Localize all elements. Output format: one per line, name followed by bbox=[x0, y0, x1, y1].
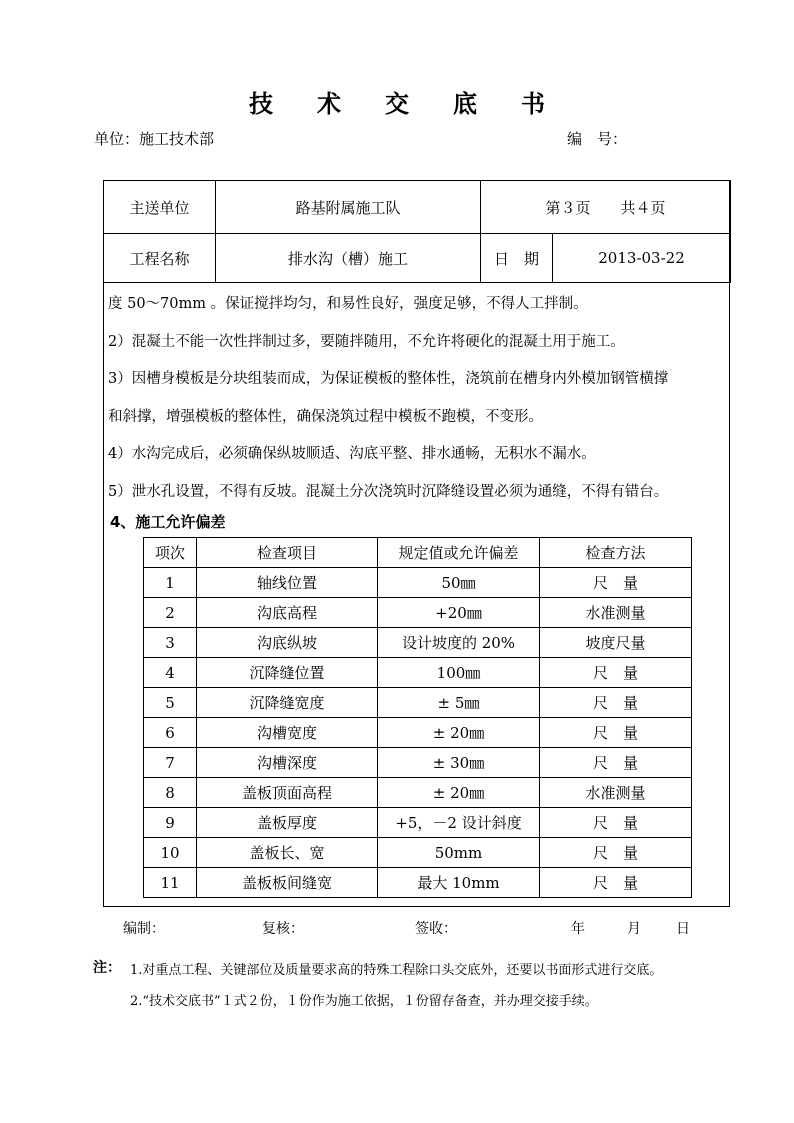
table-cell: ± 20㎜ bbox=[378, 778, 540, 808]
note-line-2: 2.“技术交底书”１式２份，１份作为施工依据，１份留存备查，并办理交接手续。 bbox=[130, 994, 598, 1009]
table-cell: ± 30㎜ bbox=[378, 748, 540, 778]
table-cell: 最大 10mm bbox=[378, 868, 540, 898]
table-cell: 沟底高程 bbox=[197, 598, 378, 628]
title-char: 技 bbox=[249, 89, 295, 118]
table-row bbox=[144, 868, 692, 898]
table-cell: 盖板厚度 bbox=[197, 808, 378, 838]
table-cell: 盖板长、宽 bbox=[197, 838, 378, 868]
table-row bbox=[144, 628, 692, 658]
table-cell: 6 bbox=[144, 718, 197, 748]
table-cell: 尺 量 bbox=[540, 868, 692, 898]
title-char: 术 bbox=[317, 89, 363, 118]
table-row bbox=[144, 808, 692, 838]
year-label: 年 bbox=[571, 921, 585, 937]
received-label: 签收： bbox=[415, 921, 457, 937]
document-title bbox=[0, 84, 794, 119]
header-row-sender bbox=[104, 181, 731, 234]
section-heading: 4、施工允许偏差 bbox=[110, 513, 226, 531]
paragraph: 3）因槽身模板是分块组装而成，为保证模板的整体性，浇筑前在槽身内外模加钢管横撑 bbox=[108, 371, 669, 387]
page-info: 第３页 共４页 bbox=[481, 181, 731, 234]
note-line-1: 1.对重点工程、关键部位及质量要求高的特殊工程除口头交底外，还要以书面形式进行交底。 bbox=[130, 963, 663, 978]
table-cell: 尺 量 bbox=[540, 838, 692, 868]
table-cell: 5 bbox=[144, 688, 197, 718]
table-cell: 坡度尺量 bbox=[540, 628, 692, 658]
table-cell: 50mm bbox=[378, 838, 540, 868]
table-cell: 沟槽宽度 bbox=[197, 718, 378, 748]
column-header: 规定值或允许偏差 bbox=[378, 538, 540, 568]
table-cell: 沉降缝位置 bbox=[197, 658, 378, 688]
table-cell: 尺 量 bbox=[540, 658, 692, 688]
sender-label: 主送单位 bbox=[104, 181, 216, 234]
day-label: 日 bbox=[676, 921, 690, 937]
table-cell: +5，－2 设计斜度 bbox=[378, 808, 540, 838]
table-cell: 4 bbox=[144, 658, 197, 688]
table-cell: 沟底纵坡 bbox=[197, 628, 378, 658]
paragraph: 4）水沟完成后，必须确保纵坡顺适、沟底平整、排水通畅，无积水不漏水。 bbox=[108, 446, 596, 462]
header-row-project bbox=[104, 234, 731, 283]
table-cell: +20㎜ bbox=[378, 598, 540, 628]
paragraph: 5）泄水孔设置，不得有反坡。混凝土分次浇筑时沉降缝设置必须为通缝，不得有错台。 bbox=[108, 483, 669, 500]
table-cell: 轴线位置 bbox=[197, 568, 378, 598]
table-cell: 2 bbox=[144, 598, 197, 628]
table-cell: 50㎜ bbox=[378, 568, 540, 598]
table-row bbox=[144, 718, 692, 748]
paragraph: 2）混凝土不能一次性拌制过多，要随拌随用，不允许将硬化的混凝土用于施工。 bbox=[108, 333, 625, 350]
table-row bbox=[144, 658, 692, 688]
table-cell: 沟槽深度 bbox=[197, 748, 378, 778]
date-label: 日 期 bbox=[481, 234, 553, 283]
paragraph: 和斜撑，增强模板的整体性，确保浇筑过程中模板不跑模，不变形。 bbox=[108, 408, 543, 425]
table-cell: 沉降缝宽度 bbox=[197, 688, 378, 718]
deviation-table bbox=[143, 537, 692, 898]
project-label: 工程名称 bbox=[104, 234, 216, 283]
table-cell: 尺 量 bbox=[540, 748, 692, 778]
table-cell: 设计坡度的 20% bbox=[378, 628, 540, 658]
date-value: 2013-03-22 bbox=[553, 234, 731, 283]
reviewed-label: 复核： bbox=[262, 921, 304, 937]
table-cell: ± 20㎜ bbox=[378, 718, 540, 748]
table-header-row bbox=[144, 538, 692, 568]
table-cell: 盖板板间缝宽 bbox=[197, 868, 378, 898]
table-row bbox=[144, 568, 692, 598]
table-row bbox=[144, 688, 692, 718]
table-cell: 3 bbox=[144, 628, 197, 658]
title-char: 底 bbox=[453, 89, 499, 118]
body-text bbox=[108, 286, 728, 511]
header-table bbox=[103, 180, 731, 283]
unit-line: 单位：施工技术部 bbox=[94, 130, 215, 148]
table-cell: 7 bbox=[144, 748, 197, 778]
table-cell: 10 bbox=[144, 838, 197, 868]
table-cell: 尺 量 bbox=[540, 718, 692, 748]
table-cell: 水准测量 bbox=[540, 598, 692, 628]
table-row bbox=[144, 778, 692, 808]
table-cell: ± 5㎜ bbox=[378, 688, 540, 718]
month-label: 月 bbox=[627, 921, 641, 937]
table-cell: 尺 量 bbox=[540, 568, 692, 598]
table-cell: 尺 量 bbox=[540, 688, 692, 718]
table-row bbox=[144, 838, 692, 868]
number-line: 编 号： bbox=[567, 130, 628, 148]
table-row bbox=[144, 748, 692, 778]
title-char: 交 bbox=[385, 89, 431, 118]
table-cell: 水准测量 bbox=[540, 778, 692, 808]
table-cell: 100㎜ bbox=[378, 658, 540, 688]
notes-label: 注： bbox=[93, 960, 121, 976]
table-cell: 8 bbox=[144, 778, 197, 808]
prepared-label: 编制： bbox=[123, 921, 165, 937]
column-header: 检查项目 bbox=[197, 538, 378, 568]
table-cell: 9 bbox=[144, 808, 197, 838]
title-char: 书 bbox=[521, 89, 567, 118]
paragraph: 度 50～70mm 。保证搅拌均匀，和易性良好，强度足够，不得人工拌制。 bbox=[108, 296, 588, 312]
column-header: 项次 bbox=[144, 538, 197, 568]
sender-value: 路基附属施工队 bbox=[216, 181, 481, 234]
table-cell: 尺 量 bbox=[540, 808, 692, 838]
table-row bbox=[144, 598, 692, 628]
table-cell: 11 bbox=[144, 868, 197, 898]
project-value: 排水沟（槽）施工 bbox=[216, 234, 481, 283]
table-cell: 盖板顶面高程 bbox=[197, 778, 378, 808]
column-header: 检查方法 bbox=[540, 538, 692, 568]
table-cell: 1 bbox=[144, 568, 197, 598]
